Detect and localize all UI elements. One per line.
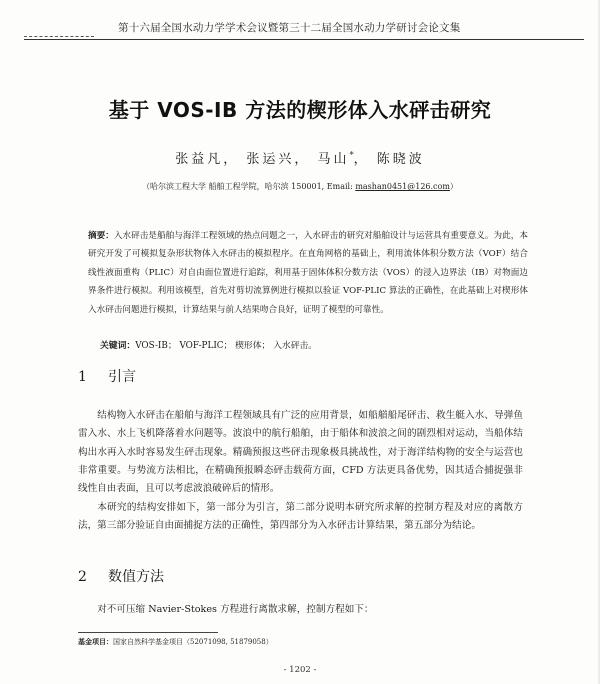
author-names: 张益凡， 张运兴， 马山	[175, 152, 350, 167]
section-heading-introduction	[78, 366, 136, 386]
affiliation-close: ）	[449, 182, 458, 191]
keywords-text: VOS-IB； VOF-PLIC； 楔形体； 入水砰击。	[135, 341, 318, 351]
abstract-text: 入水砰击是船舶与海洋工程领域的热点问题之一，入水砰击的研究对船舶设计与运营具有重要意义。为此，本研究开发了可模拟复杂形状物体入水砰击的模拟程序。在直角网格的基础上，利用流体体积分数方法（VOF）结合线性液面重构（PLIC）对自由面位置进行追踪，利用基于固体体积分数方法（VOS）的浸入边界法（IB）对物面边界条件进行模拟。利用该模型，首先对剪切流算例进行模拟以验证 VOF-PLIC 算法的正确性，在此基础上对楔形体入水砰击问题进行模拟，计算结果与前人结果吻合良好，证明了模型的可靠性。	[88, 231, 528, 315]
page-number: - 1202 -	[283, 665, 317, 675]
abstract-label: 摘要：	[88, 231, 114, 241]
funding-footnote	[78, 637, 273, 647]
keywords	[100, 338, 520, 351]
footnote-rule	[78, 632, 218, 633]
paper-title: 基于 VOS-IB 方法的楔形体入水砰击研究	[108, 98, 492, 122]
abstract	[88, 227, 528, 319]
author-email: mashan0451@126.com	[355, 182, 450, 191]
section-heading-numerical-method	[78, 566, 164, 586]
corresponding-author-mark: *	[349, 150, 354, 160]
footnote-label: 基金项目：	[78, 637, 113, 646]
running-header: 第十六届全国水动力学学术会议暨第三十二届全国水动力学研讨会论文集	[118, 22, 461, 34]
author-list	[0, 148, 600, 167]
section-number: 2	[78, 569, 87, 585]
author-last: ， 陈晓波	[353, 152, 425, 167]
header-rule	[24, 39, 584, 40]
intro-paragraph-2: 本研究的结构安排如下，第一部分为引言，第二部分说明本研究所求解的控制方程及对应的离散方法，第三部分验证自由面捕捉方法的正确性，第四部分为入水砰击计算结果，第五部分为结论。	[78, 502, 523, 532]
section-number: 1	[78, 369, 87, 385]
keywords-label: 关键词：	[100, 341, 136, 351]
footnote-text: 国家自然科学基金项目（52071098, 51879058）	[113, 638, 273, 646]
header-rule-left	[24, 36, 94, 37]
section-title: 数值方法	[108, 569, 164, 585]
section-title: 引言	[108, 369, 136, 385]
methods-paragraph-1: 对不可压缩 Navier-Stokes 方程进行离散求解，控制方程如下：	[97, 604, 374, 615]
affiliation	[0, 181, 600, 192]
affiliation-text: （哈尔滨工程大学 船舶工程学院，哈尔滨 150001, Email:	[142, 182, 356, 191]
intro-paragraph-1: 结构物入水砰击在船舶与海洋工程领域具有广泛的应用背景，如船艏船尾砰击、救生艇入水、导弹鱼雷入水、水上飞机降落着水问题等。波浪中的航行船舶，由于船体和波浪之间的剧烈相对运动，当船体结构出水再入水时容易发生砰击现象。精确预报这些砰击现象极具挑战性，对于海洋结构物的安全与运营也非常重要。与势流方法相比，在精确预报瞬态砰击载荷方面，CFD 方法更具备优势，因其适合捕捉强非线性自由表面，且可以考虑波浪破碎后的情形。	[78, 410, 523, 495]
